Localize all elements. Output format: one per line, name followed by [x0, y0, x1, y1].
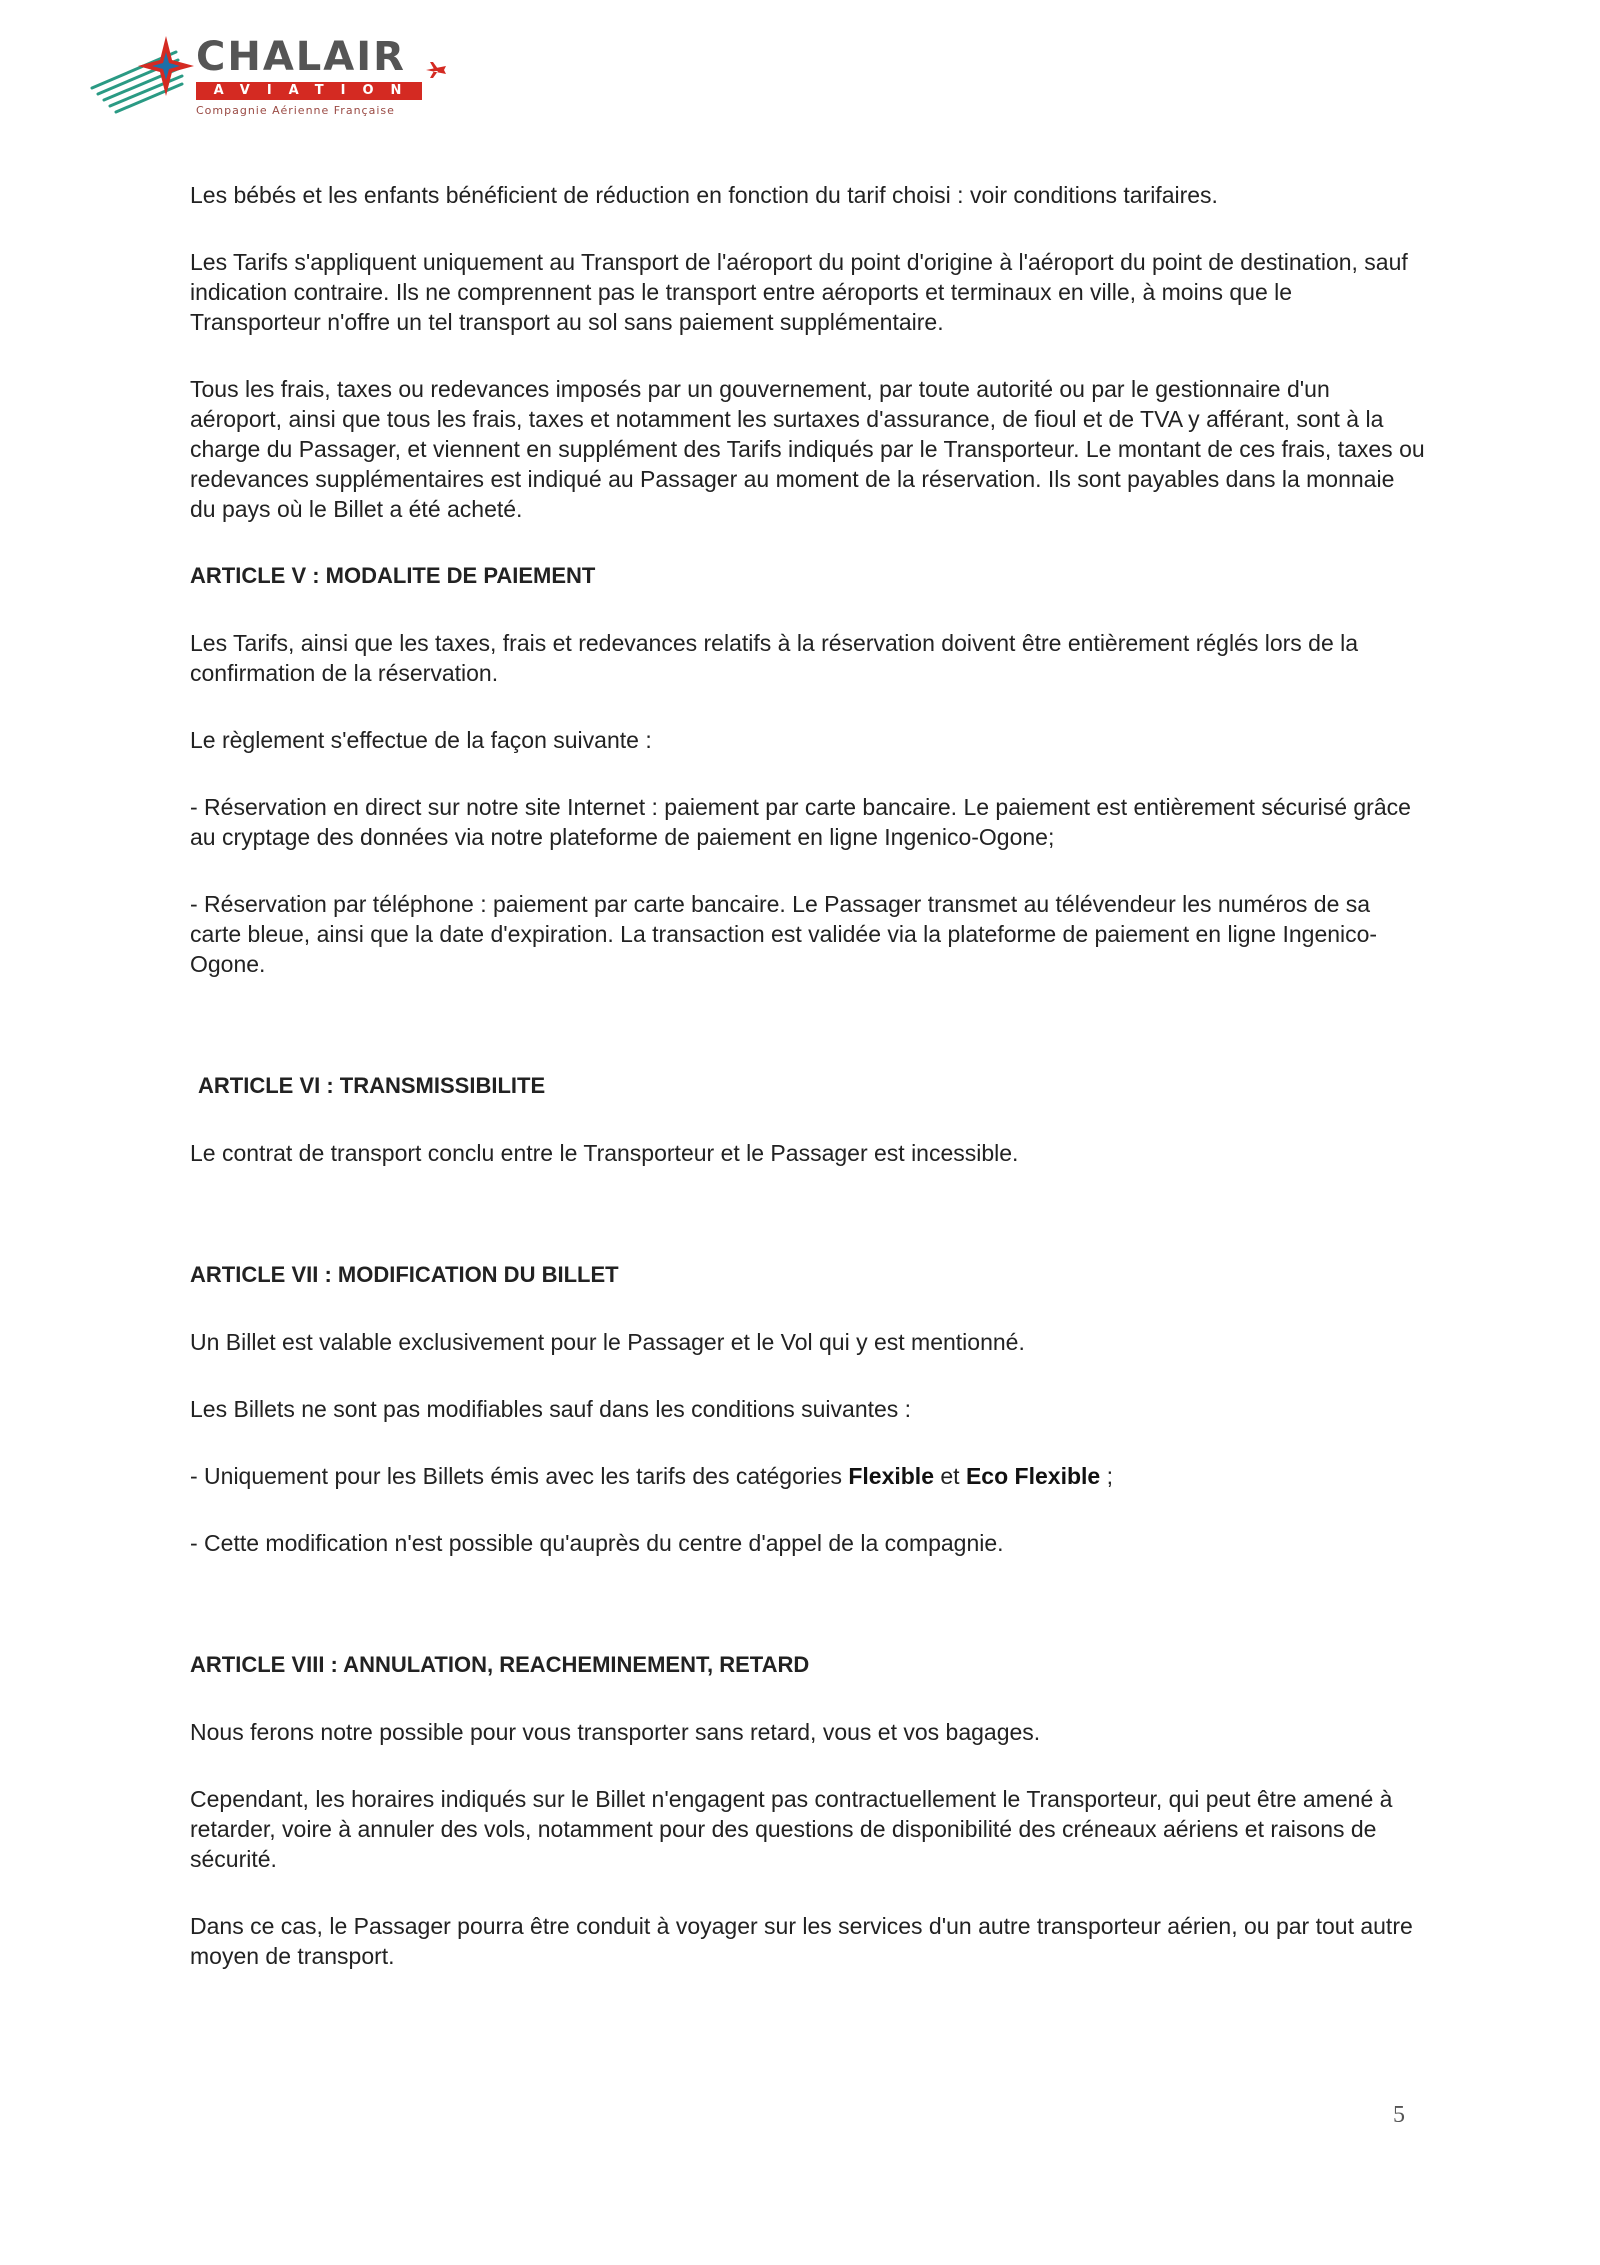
fare-eco-flexible: Eco Flexible [965, 1463, 1101, 1489]
article-v-heading: ARTICLE V : MODALITE DE PAIEMENT [190, 563, 596, 588]
paragraph: Un Billet est valable exclusivement pour le Passager et le Vol qui y est mentionné. [190, 1329, 1025, 1355]
text-span: - Uniquement pour les Billets émis avec les tarifs des catégories [190, 1463, 849, 1489]
paragraph: Les Tarifs s'appliquent uniquement au Transport de l'aéroport du point d'origine à l'aéroport du point de destination, sauf indication contraire. Ils ne comprennent pas le transport entre aéroports et terminaux en ville, à moins que le Transporteur n'offre un tel transport au sol sans paiement supplémentaire. [190, 249, 1408, 335]
paragraph: Dans ce cas, le Passager pourra être conduit à voyager sur les services d'un autre transporteur aérien, ou par tout autre moyen de transport. [190, 1913, 1413, 1969]
article-viii-heading: ARTICLE VIII : ANNULATION, REACHEMINEMENT, RETARD [190, 1652, 810, 1677]
document-body [190, 180, 1425, 2008]
article-vii-heading: ARTICLE VII : MODIFICATION DU BILLET [190, 1262, 619, 1287]
logo-wordmark: CHALAIR [196, 34, 406, 80]
logo-aviation-bar: AVIATION [196, 82, 422, 100]
paragraph: - Cette modification n'est possible qu'auprès du centre d'appel de la compagnie. [190, 1530, 1004, 1556]
paragraph: Les Billets ne sont pas modifiables sauf dans les conditions suivantes : [190, 1396, 912, 1422]
fare-flexible: Flexible [848, 1463, 934, 1489]
paragraph: - Réservation en direct sur notre site Internet : paiement par carte bancaire. Le paiement est entièrement sécurisé grâce au cryptage des données via notre plateforme de paiement en ligne Ingenico-Ogone; [190, 794, 1411, 850]
paragraph: Cependant, les horaires indiqués sur le Billet n'engagent pas contractuellement le Transporteur, qui peut être amené à retarder, voire à annuler des vols, notamment pour des questions de disponibilité des créneaux aériens et raisons de sécurité. [190, 1786, 1393, 1872]
airplane-icon [424, 60, 448, 80]
airplane-star-logo-icon [84, 30, 196, 130]
paragraph: Les bébés et les enfants bénéficient de réduction en fonction du tarif choisi : voir conditions tarifaires. [190, 182, 1218, 208]
paragraph: Tous les frais, taxes ou redevances imposés par un gouvernement, par toute autorité ou par le gestionnaire d'un aéroport, ainsi que tous les frais, taxes et notamment les surtaxes d'assurance, de fioul et de TVA y afférant, sont à la charge du Passager, et viennent en supplément des Tarifs indiqués par le Transporteur. Le montant de ces frais, taxes ou redevances supplémentaires est indiqué au Passager au moment de la réservation. Ils sont payables dans la monnaie du pays où le Billet a été acheté. [190, 376, 1425, 522]
logo-tagline: Compagnie Aérienne Française [196, 104, 395, 117]
page-number: 5 [1393, 2102, 1405, 2128]
paragraph [190, 1461, 1425, 1491]
article-vi-heading: ARTICLE VI : TRANSMISSIBILITE [198, 1073, 546, 1098]
paragraph: - Réservation par téléphone : paiement par carte bancaire. Le Passager transmet au télévendeur les numéros de sa carte bleue, ainsi que la date d'expiration. La transaction est validée via la plateforme de paiement en ligne Ingenico-Ogone. [190, 891, 1378, 977]
company-logo [84, 30, 464, 130]
paragraph: Nous ferons notre possible pour vous transporter sans retard, vous et vos bagages. [190, 1719, 1041, 1745]
paragraph: Le règlement s'effectue de la façon suivante : [190, 727, 652, 753]
paragraph: Le contrat de transport conclu entre le Transporteur et le Passager est incessible. [190, 1140, 1019, 1166]
text-span: ; [1100, 1463, 1113, 1489]
text-span: et [934, 1463, 966, 1489]
paragraph: Les Tarifs, ainsi que les taxes, frais et redevances relatifs à la réservation doivent être entièrement réglés lors de la confirmation de la réservation. [190, 630, 1359, 686]
